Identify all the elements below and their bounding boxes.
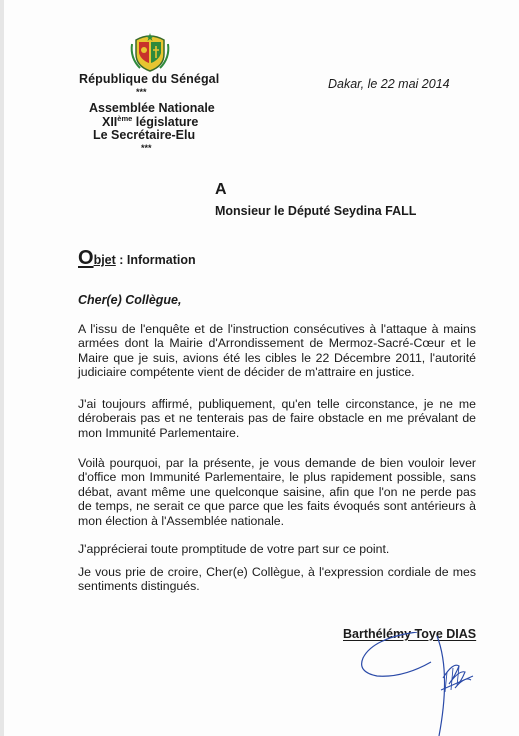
header-legislature: [102, 114, 198, 129]
salutation: Cher(e) Collègue,: [78, 293, 182, 307]
body-paragraph-4: J'apprécierai toute promptitude de votre part sur ce point.: [78, 542, 390, 556]
handwritten-signature-icon: [355, 632, 485, 736]
header-republic: République du Sénégal: [79, 72, 220, 86]
addressee-name: Monsieur le Député Seydina FALL: [215, 204, 417, 218]
senegal-coat-of-arms-icon: [128, 30, 172, 74]
subject-line: [78, 247, 196, 270]
legislature-superscript: ème: [117, 114, 133, 123]
subject-initial: O: [78, 247, 94, 269]
place-and-date: Dakar, le 22 mai 2014: [328, 77, 450, 91]
signatory-name: Barthélémy Toye DIAS: [343, 627, 477, 641]
subject-text: : Information: [115, 253, 196, 267]
body-paragraph-2: J'ai toujours affirmé, publiquement, qu'en telle circonstance, je ne me déroberais pas et ne tenterais pas de faire obstacle en me prévalant de mon Immunité Parlementaire.: [78, 397, 476, 440]
page-edge-shadow: [0, 0, 4, 736]
header-stars-2: ***: [141, 143, 152, 153]
body-paragraph-1: A l'issu de l'enquête et de l'instruction consécutives à l'attaque à mains armées dont la Mairie d'Arrondissement de Mermoz-Sacré-Cœur et le Maire que je suis, avions été les cibles le 22 Décembre 2011, l'autorité judiciaire compétente vient de décider de m'attraire en justice.: [78, 322, 476, 380]
header-assembly: Assemblée Nationale: [89, 101, 215, 115]
header-stars: ***: [136, 87, 147, 97]
subject-label: bjet: [93, 253, 116, 267]
header-secretary: Le Secrétaire-Elu: [93, 128, 196, 142]
legislature-word: législature: [132, 115, 199, 129]
body-paragraph-5: Je vous prie de croire, Cher(e) Collègue, à l'expression cordiale de mes sentiments distingués.: [78, 565, 476, 594]
legislature-numeral: XII: [102, 115, 118, 129]
addressee-prefix: A: [215, 181, 227, 198]
body-paragraph-3: Voilà pourquoi, par la présente, je vous demande de bien vouloir lever d'office mon Immunité Parlementaire, le plus rapidement possible, sans débat, avant même une quelconque saisine, afin que l'on ne perde pas de temps, ne serait ce que parce que les faits évoqués sont antérieurs à mon élection à l'Assemblée nationale.: [78, 456, 476, 528]
